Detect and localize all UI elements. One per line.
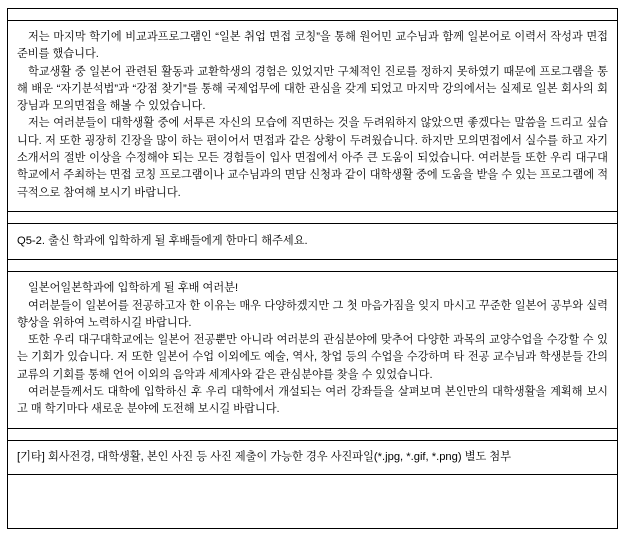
answer-2-body — [8, 272, 617, 427]
etc-body — [8, 441, 617, 474]
mid-spacer-cell-3 — [8, 428, 618, 440]
question-2-label: Q5-2. 출신 학과에 입학하게 될 후배들에게 한마디 해주세요. — [17, 234, 308, 247]
answer-1-paragraph-1: 저는 마지막 학기에 비교과프로그램인 “일본 취업 면접 코칭”을 통해 원어민 교수님과 함께 일본어로 이력서 작성과 면접 준비를 했습니다. — [17, 31, 608, 61]
question-2-body — [8, 224, 617, 259]
attachment-area — [8, 475, 617, 528]
answer-2-paragraph-2: 여러분들이 일본어를 전공하고자 한 이유는 매우 다양하겠지만 그 첫 마음가짐을 잊지 마시고 꾸준한 일본어 공부와 실력 향상을 위하여 노력하시길 바랍니다. — [17, 299, 608, 329]
mid-spacer-row-3 — [8, 428, 618, 440]
mid-spacer-row-2 — [8, 260, 618, 272]
etc-cell — [8, 440, 618, 474]
mid-spacer-cell-2 — [8, 260, 618, 272]
answer-row-2 — [8, 272, 618, 428]
etc-label: [기타] 회사전경, 대학생활, 본인 사진 등 사진 제출이 가능한 경우 사진파일(*.jpg, *.gif, *.png) 별도 첨부 — [17, 450, 512, 463]
question-row-2 — [8, 223, 618, 259]
mid-spacer-cell-1 — [8, 211, 618, 223]
answer-row-1 — [8, 21, 618, 212]
mid-spacer-row-1 — [8, 211, 618, 223]
top-spacer-cell — [8, 9, 618, 21]
interview-form-table — [7, 8, 618, 529]
answer-2-paragraph-3: 또한 우리 대구대학교에는 일본어 전공뿐만 아니라 여러분의 관심분야에 맞추어 다양한 과목의 교양수업을 수강할 수 있는 기회가 있습니다. 저 또한 일본어 수업 이외에도 예술, 역사, 창업 등의 수업을 수강하며 타 전공 교수님과 학생분들 간의 교류의 기회를 통해 언어 이외의 음악과 세계사와 같은 관심분야를 찾을 수 있었습니다. — [17, 334, 608, 381]
attachment-row — [8, 474, 618, 528]
answer-2-paragraph-1: 일본어일본학과에 입학하게 될 후배 여러분! — [28, 282, 239, 295]
answer-cell-2 — [8, 272, 618, 428]
question-cell-2 — [8, 223, 618, 259]
attachment-cell — [8, 474, 618, 528]
answer-1-body — [8, 21, 617, 211]
answer-1-paragraph-2: 학교생활 중 일본어 관련된 활동과 교환학생의 경험은 있었지만 구체적인 진로를 정하지 못하였기 때문에 프로그램을 통해 배운 “자기분석법”과 “강점 찾기”를 통해 국제업무에 대한 관심을 갖게 되었고 마지막 강의에서는 실제로 일본 회사의 회장님과 모의면접을 해볼 수 있었습니다. — [17, 65, 608, 113]
etc-row — [8, 440, 618, 474]
answer-2-paragraph-4: 여러분들께서도 대학에 입학하신 후 우리 대학에서 개설되는 여러 강좌들을 살펴보며 본인만의 대학생활을 계획해 보시고 매 학기마다 새로운 분야에 도전해 보시길 바랍니다. — [17, 386, 608, 416]
top-spacer-row — [8, 9, 618, 21]
answer-1-paragraph-3: 저는 여러분들이 대학생활 중에 서투른 자신의 모습에 직면하는 것을 두려워하지 않았으면 좋겠다는 말씀을 드리고 싶습니다. 저 또한 굉장히 긴장을 많이 하는 편이어서 면접과 같은 상황이 두려웠습니다. 하지만 모의면접에서 실수를 하고 자기소개서의 절반 이상을 수정해야 되는 모든 경험들이 입사 면접에서 아주 큰 도움이 되었습니다. 여러분들 또한 우리 대구대학교에서 주최하는 면접 코칭 프로그램이나 교수님과의 면담 신청과 같이 대학생활 중에 도움을 받을 수 있는 프로그램에 적극적으로 참여해 보시기 바랍니다. — [17, 117, 608, 199]
answer-cell-1 — [8, 21, 618, 212]
